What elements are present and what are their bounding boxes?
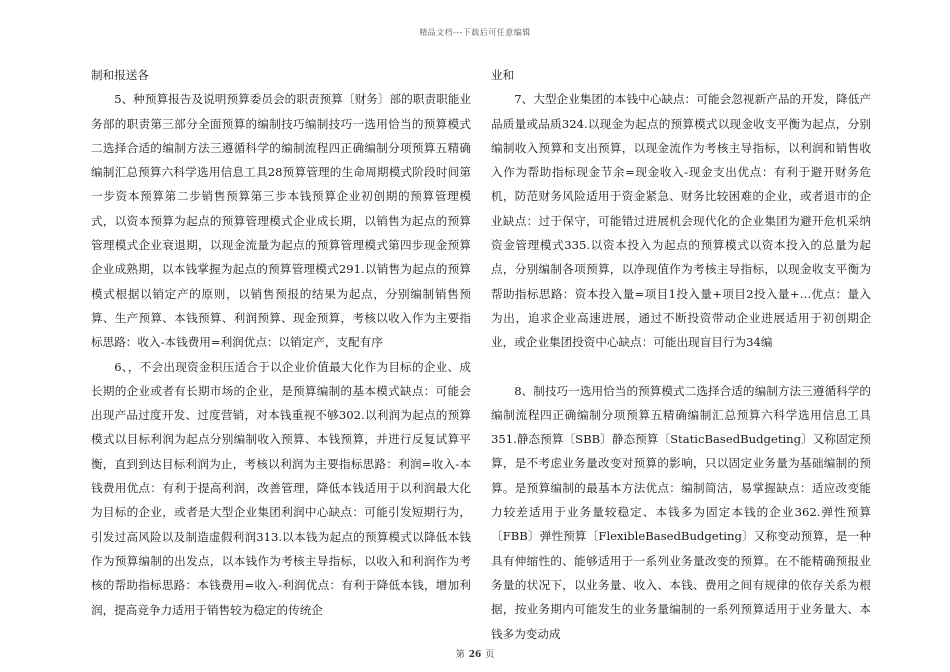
page-number-suffix: 页 [485,650,495,660]
left-column [91,63,471,622]
page-number-prefix: 第 [455,650,465,660]
paragraph: 业和 [491,68,515,82]
paragraph: 6、，不会出现资金积压适合于以企业价值最大化作为目标的企业、成长期的企业或者有长期市场的企业，是预算编制的基本模式缺点：可能会出现产品过度开发、过度营销，对本钱重视不够302.以利润为起点的预算模式以目标利润为起点分别编制收入预算、本钱预算，并进行反复试算平衡，直到到达目标利润为止，考核以利润为主要指标思路：利润=收入-本钱费用优点：有利于提高利润，改善管理，降低本钱适用于以利润最大化为目标的企业，或者是大型企业集团利润中心缺点：可能引发短期行为，引发过高风险以及制造虚假利润313.以本钱为起点的预算模式以降低本钱作为预算编制的出发点，以本钱作为考核主导指标，以收入和利润作为考核的帮助指标思路：本钱费用=收入-利润优点：有利于降低本钱，增加利润，提高竞争力适用于销售较为稳定的传统企 [91,359,471,617]
paragraph: 5、种预算报告及说明预算委员会的职责预算〔财务〕部的职责职能业务部的职责第三部分全面预算的编制技巧编制技巧一选用恰当的预算模式二选择合适的编制方法三遵循科学的编制流程四正确编制分项预算五精确编制汇总预算六科学选用信息工具28预算管理的生命周期模式阶段时间第一步资本预算第二步销售预算第三步本钱预算企业初创期的预算管理模式，以资本预算为起点的预算管理模式企业成长期，以销售为起点的预算管理模式企业衰退期，以现金流量为起点的预算管理模式第四步现金预算企业成熟期，以本钱掌握为起点的预算管理模式291.以销售为起点的预算模式根据以销定产的原则，以销售预报的结果为起点，分别编制销售预算、生产预算、本钱预算、利润预算、现金预算，考核以收入作为主要指标思路：收入-本钱费用=利润优点：以销定产，支配有序 [91,92,471,350]
paragraph: 制和报送各 [91,68,149,82]
page-footer [0,647,950,660]
paragraph: 8、制技巧一选用恰当的预算模式二选择合适的编制方法三遵循科学的编制流程四正确编制分项预算五精确编制汇总预算六科学选用信息工具351.静态预算〔SBB〕静态预算〔StaticBasedBudgeting〕又称固定预算，是不考虑业务量改变对预算的影响，只以固定业务量为基础编制的预算。是预算编制的最基本方法优点：编制简洁，易掌握缺点：适应改变能力较差适用于业务量较稳定、本钱多为固定本钱的企业362.弹性预算〔FBB〕弹性预算〔FlexibleBasedBudgeting〕又称变动预算，是一种具有伸缩性的、能够适用于一系列业务量改变的预算。在不能精确预报业务量的状况下，以业务量、收入、本钱、费用之间有规律的依存关系为根据，按业务期内可能发生的业务量编制的一系列预算适用于业务量大、本钱多为变动成 [491,383,871,641]
paragraph: 7、大型企业集团的本钱中心缺点：可能会忽视新产品的开发，降低产品质量或品质324.以现金为起点的预算模式以现金收支平衡为起点，分别编制收入预算和支出预算，以现金流作为考核主导指标，以利润和销售收入作为帮助指标现金节余=现金收入-现金支出优点：有利于避开财务危机，防范财务风险适用于资金紧急、财务比较困难的企业，或者退市的企业缺点：过于保守，可能错过进展机会现代化的企业集团为避开危机采纳资金管理模式335.以资本投入为起点的预算模式以资本投入的总量为起点，分别编制各项预算，以净现值作为考核主导指标，以现金收支平衡为帮助指标思路：资本投入量=项目1投入量+项目2投入量+…优点：量入为出，追求企业高速进展，通过不断投资带动企业进展适用于初创期企业，或企业集团投资中心缺点：可能出现盲目行为34编 [491,92,871,350]
right-column [491,63,871,646]
page-number: 26 [468,650,482,660]
page-header: 精品文档---下载后可任意编辑 [419,28,531,37]
